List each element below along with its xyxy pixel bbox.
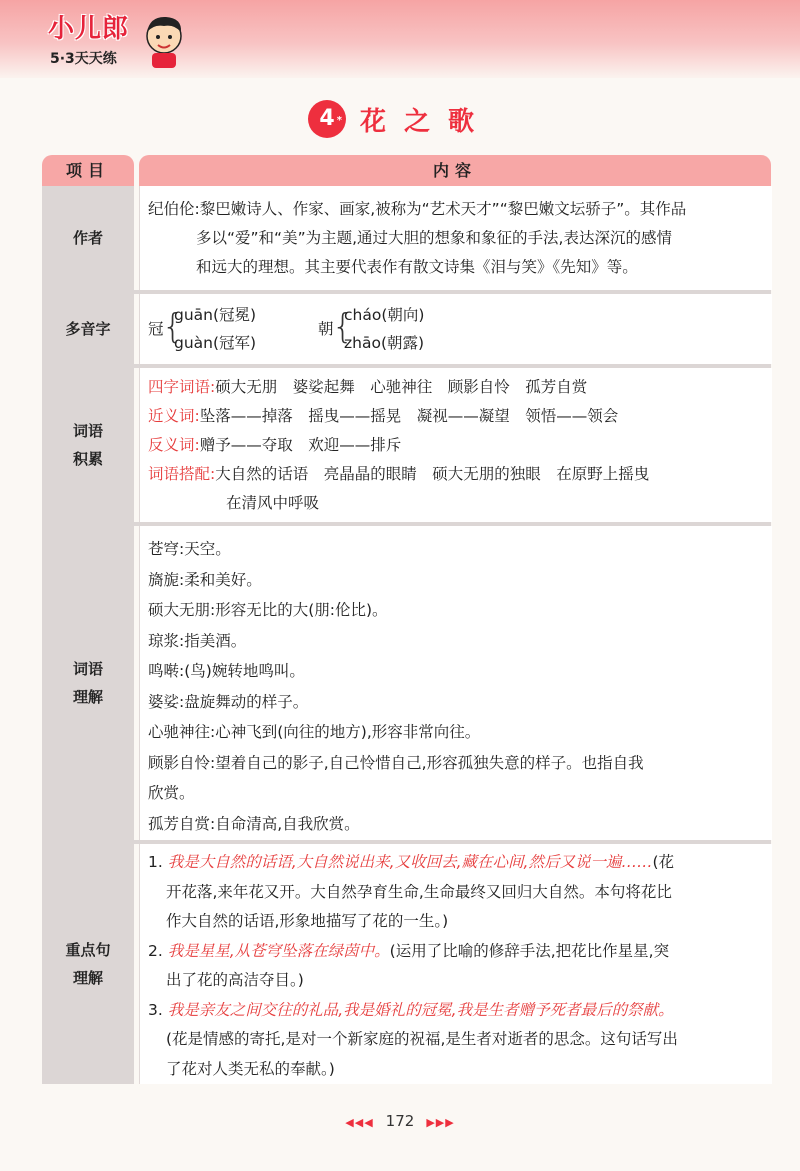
row-content [139, 526, 772, 840]
vocab-value: 赠予——夺取 欢迎——排斥 [199, 436, 402, 454]
row-label [42, 526, 134, 840]
meaning-item: 琼浆:指美酒。 [148, 631, 247, 650]
sentence-quote: 我是星星,从苍穹坠落在绿茵中。 [167, 941, 390, 960]
prev-arrows-icon: ◀◀◀ [345, 1116, 374, 1129]
meaning-item: 顾影自怜:望着自己的影子,自己怜惜自己,形容孤独失意的样子。也指自我 [148, 753, 644, 772]
key-sentence [148, 996, 762, 1026]
page-footer [0, 1112, 800, 1130]
table-header [42, 155, 771, 186]
author-line: 纪伯伦:黎巴嫩诗人、作家、画家,被称为“艺术天才”“黎巴嫩文坛骄子”。其作品 [148, 200, 687, 218]
row-label [42, 294, 134, 364]
vocab-key: 近义词: [148, 407, 200, 425]
label-key-1: 重点句 [65, 941, 111, 959]
row-meaning [42, 526, 771, 840]
brace-icon: { [332, 307, 354, 347]
vocab-key: 词语搭配: [148, 465, 216, 483]
key-sentence [148, 848, 762, 878]
sentence-number: 2. [148, 941, 163, 960]
vocab-key: 四字词语: [148, 378, 216, 396]
vocab-synonyms [148, 402, 762, 431]
vocab-value: 硕大无朋 婆娑起舞 心驰神往 顾影自怜 孤芳自赏 [215, 378, 588, 396]
meaning-item: 婆娑:盘旋舞动的样子。 [148, 692, 309, 711]
row-author [42, 186, 771, 290]
lesson-mark: * [336, 115, 342, 126]
meaning-item: 旖旎:柔和美好。 [148, 570, 262, 589]
meaning-item: 鸣啭:(鸟)婉转地鸣叫。 [148, 662, 305, 680]
sentence-note: (花 [652, 853, 675, 871]
label-vocab-1: 词语 [72, 422, 103, 440]
polyphone-reading: cháo(朝向) [344, 306, 425, 324]
row-polyphone [42, 294, 771, 364]
brace-icon: { [162, 307, 184, 347]
lesson-title [0, 100, 800, 146]
page-number: 172 [385, 1112, 415, 1130]
row-vocab [42, 368, 771, 522]
series-label: 5·3天天练 [50, 51, 117, 67]
header-content: 内容 [139, 155, 771, 186]
row-content [139, 844, 772, 1084]
meaning-item: 孤芳自赏:自命清高,自我欣赏。 [148, 814, 360, 833]
meaning-item: 心驰神往:心神飞到(向往的地方),形容非常向往。 [148, 723, 481, 741]
sentence-number: 1. [148, 853, 163, 871]
meaning-item: 苍穹:天空。 [148, 540, 231, 558]
header-item: 项目 [42, 155, 134, 186]
label-key-2: 理解 [72, 969, 103, 987]
sentence-note: 出了花的高洁夺目。) [166, 971, 304, 989]
vocab-key: 反义词: [148, 436, 200, 454]
sentence-quote: 我是亲友之间交往的礼品,我是婚礼的冠冕,我是生者赠予死者最后的祭献。 [167, 1000, 674, 1019]
label-author: 作者 [72, 229, 103, 247]
row-content [139, 294, 772, 364]
label-polyphone: 多音字 [65, 320, 111, 338]
vocab-four-char [148, 373, 762, 402]
vocab-collocations [148, 460, 762, 489]
study-table [42, 155, 771, 1078]
label-vocab-2: 积累 [72, 450, 103, 468]
sentence-note: 作大自然的话语,形象地描写了花的一生。) [166, 912, 449, 930]
row-key-sentences [42, 844, 771, 1084]
lesson-number: 4 [319, 106, 335, 131]
brand-logo: 小儿郎 [48, 14, 130, 44]
polyphone-reading: guān(冠冕) [174, 306, 257, 324]
polyphone-char: 冠 [148, 320, 164, 338]
vocab-value: 在清风中呼吸 [226, 494, 320, 512]
row-label [42, 368, 134, 522]
meaning-item: 欣赏。 [148, 784, 195, 802]
row-label [42, 186, 134, 290]
vocab-value: 大自然的话语 亮晶晶的眼睛 硕大无朋的独眼 在原野上摇曳 [215, 465, 650, 483]
sentence-note: (花是情感的寄托,是对一个新家庭的祝福,是生者对逝者的思念。这句话写出 [166, 1030, 678, 1048]
vocab-antonyms [148, 431, 762, 460]
label-meaning-2: 理解 [72, 688, 103, 706]
author-line: 和远大的理想。其主要代表作有散文诗集《泪与笑》《先知》等。 [196, 258, 638, 276]
key-sentence [148, 937, 762, 967]
sentence-quote: 我是大自然的话语,大自然说出来,又收回去,藏在心间,然后又说一遍…… [167, 853, 653, 871]
row-content [139, 368, 772, 522]
sentence-note: 了花对人类无私的奉献。) [166, 1059, 335, 1078]
author-line: 多以“爱”和“美”为主题,通过大胆的想象和象征的手法,表达深沉的感情 [196, 229, 672, 247]
polyphone-char: 朝 [318, 320, 334, 338]
lesson-title-text: 花之歌 [359, 106, 492, 137]
logo [48, 8, 188, 74]
sentence-number: 3. [148, 1000, 163, 1019]
meaning-item: 硕大无朋:形容无比的大(朋:伦比)。 [148, 601, 388, 619]
sentence-note: (运用了比喻的修辞手法,把花比作星星,突 [389, 941, 670, 960]
vocab-value: 坠落——掉落 摇曳——摇晃 凝视——凝望 领悟——领会 [199, 407, 619, 425]
mascot-icon [140, 12, 188, 70]
row-label [42, 844, 134, 1084]
lesson-number-badge [308, 100, 346, 138]
polyphone-reading: guàn(冠军) [174, 334, 257, 352]
polyphone-reading: zhāo(朝露) [344, 334, 425, 352]
next-arrows-icon: ▶▶▶ [426, 1116, 455, 1129]
sentence-note: 开花落,来年花又开。大自然孕育生命,生命最终又回归大自然。本句将花比 [166, 882, 672, 901]
label-meaning-1: 词语 [72, 660, 103, 678]
row-content [139, 186, 772, 290]
